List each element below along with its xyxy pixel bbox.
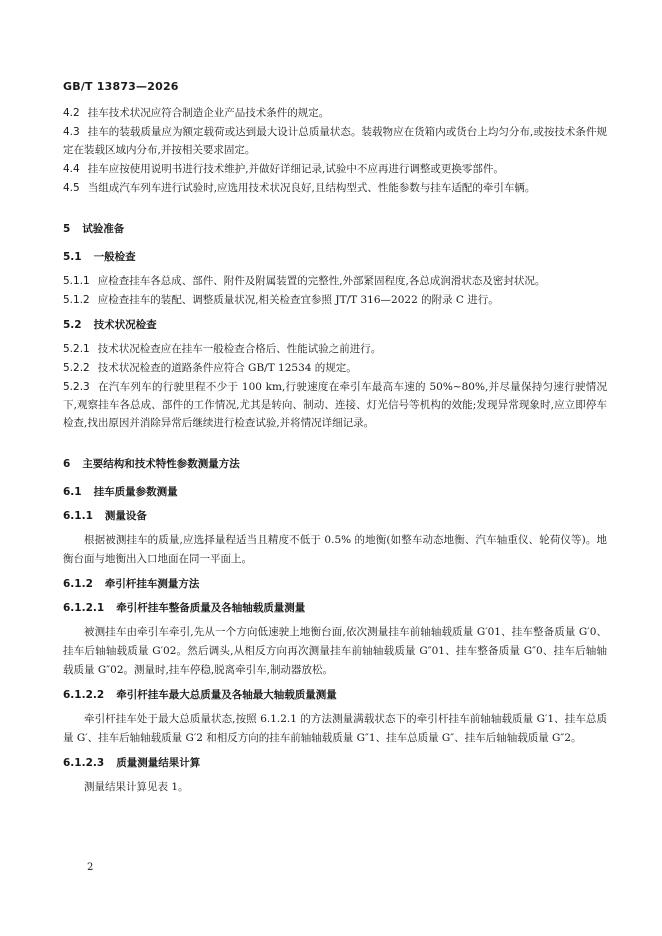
clause-text: 应检查挂车的装配、调整质量状况,相关检查宜参照 JT/T 316—2022 的附录 C 进行。 <box>97 294 499 306</box>
section-number: 6.1.2.3 <box>63 757 105 769</box>
body-paragraph: 被测挂车由牵引车牵引,先从一个方向低速驶上地衡台面,依次测量挂车前轴轴载质量 G′01、挂车整备质量 G′0、挂车后轴轴载质量 G′02。然后调头,从相反方向再次测量挂车前轴轴载质量 G″01、挂车整备质量 G″0、挂车后轴轴载质量 G″02。测量时,挂车停稳,脱离牵引车,制动器放松。 <box>63 626 607 676</box>
section-5-1-heading <box>63 248 607 266</box>
clause-number: 5.2.3 <box>63 381 90 393</box>
clause-number: 5.1.2 <box>63 294 90 306</box>
clause-text: 挂车的装载质量应为额定载荷或达到最大设计总质量状态。装载物应在货箱内或货台上均匀分布,或按技术条件规定在装载区域内分布,并按相关要求固定。 <box>63 126 607 156</box>
section-title: 测量设备 <box>104 510 147 522</box>
clause-text: 挂车应按使用说明书进行技术维护,并做好详细记录,试验中不应再进行调整或更换零部件。 <box>87 163 504 175</box>
clause-5-2-3 <box>63 378 607 432</box>
section-number: 6.1.2 <box>63 578 93 590</box>
section-number: 6 <box>63 458 71 470</box>
section-5-heading <box>63 220 607 238</box>
clause-number: 4.3 <box>63 126 80 138</box>
section-title: 质量测量结果计算 <box>116 757 201 769</box>
clause-number: 4.5 <box>63 182 80 194</box>
clause-text: 挂车技术状况应符合制造企业产品技术条件的规定。 <box>87 107 330 119</box>
clause-text: 应检查挂车各总成、部件、附件及附属装置的完整性,外部紧固程度,各总成润滑状态及密封状况。 <box>97 275 546 287</box>
section-number: 5 <box>63 223 71 235</box>
section-title: 牵引杆挂车测量方法 <box>104 578 200 590</box>
clause-text: 当组成汽车列车进行试验时,应选用技术状况良好,且结构型式、性能参数与挂车适配的牵引车辆。 <box>87 182 536 194</box>
clause-5-1-2 <box>63 291 607 309</box>
clause-4-5 <box>63 179 607 197</box>
section-title: 一般检查 <box>93 251 136 263</box>
section-number: 6.1 <box>63 486 82 498</box>
clause-number: 5.2.2 <box>63 362 90 374</box>
clause-text: 在汽车列车的行驶里程不少于 100 km,行驶速度在牵引车最高车速的 50%~80%,并尽量保持匀速行驶情况下,观察挂车各总成、部件的工作情况,尤其是转向、制动、连接、灯光信号等机构的效能;发现异常现象时,应立即停车检查,找出原因并消除异常后继续进行检查试验,并将情况详细记录。 <box>63 381 607 429</box>
clause-number: 4.2 <box>63 107 80 119</box>
clause-5-2-2 <box>63 359 607 377</box>
section-title: 技术状况检查 <box>93 319 157 331</box>
clause-text: 技术状况检查应在挂车一般检查合格后、性能试验之前进行。 <box>97 343 382 355</box>
clause-number: 5.1.1 <box>63 275 90 287</box>
section-6-1-2-3-heading <box>63 754 607 772</box>
document-body <box>63 104 607 797</box>
section-6-1-2-2-heading <box>63 686 607 704</box>
standard-code-header: GB/T 13873—2026 <box>63 80 179 93</box>
clause-4-2 <box>63 104 607 122</box>
clause-number: 4.4 <box>63 163 80 175</box>
section-number: 6.1.2.1 <box>63 602 105 614</box>
page-number: 2 <box>87 862 94 873</box>
section-title: 主要结构和技术特性参数测量方法 <box>82 458 240 470</box>
section-number: 6.1.2.2 <box>63 689 105 701</box>
clause-number: 5.2.1 <box>63 343 90 355</box>
section-title: 牵引杆挂车整备质量及各轴轴载质量测量 <box>116 602 306 614</box>
body-paragraph: 根据被测挂车的质量,应选择量程适当且精度不低于 0.5% 的地衡(如整车动态地衡、汽车轴重仪、轮荷仪等)。地衡台面与地衡出入口地面在同一平面上。 <box>63 534 607 565</box>
section-title: 挂车质量参数测量 <box>93 486 178 498</box>
section-5-2-heading <box>63 316 607 334</box>
section-title: 牵引杆挂车最大总质量及各轴最大轴载质量测量 <box>116 689 337 701</box>
section-number: 5.1 <box>63 251 82 263</box>
section-6-heading <box>63 455 607 473</box>
section-number: 6.1.1 <box>63 510 93 522</box>
section-number: 5.2 <box>63 319 82 331</box>
section-6-1-1-heading <box>63 507 607 525</box>
section-6-1-heading <box>63 483 607 501</box>
clause-5-2-1 <box>63 340 607 358</box>
clause-4-3 <box>63 123 607 159</box>
body-paragraph: 牵引杆挂车处于最大总质量状态,按照 6.1.2.1 的方法测量满载状态下的牵引杆挂车前轴轴载质量 G′1、挂车总质量 G′、挂车后轴轴载质量 G′2 和相反方向的挂车前轴轴载质量 G″1、挂车总质量 G″、挂车后轴轴载质量 G″2。 <box>63 713 607 744</box>
body-paragraph: 测量结果计算见表 1。 <box>84 781 189 793</box>
clause-5-1-1 <box>63 272 607 290</box>
section-title: 试验准备 <box>82 223 125 235</box>
clause-4-4 <box>63 160 607 178</box>
section-6-1-2-heading <box>63 575 607 593</box>
clause-text: 技术状况检查的道路条件应符合 GB/T 12534 的规定。 <box>97 362 357 374</box>
section-6-1-2-1-heading <box>63 599 607 617</box>
